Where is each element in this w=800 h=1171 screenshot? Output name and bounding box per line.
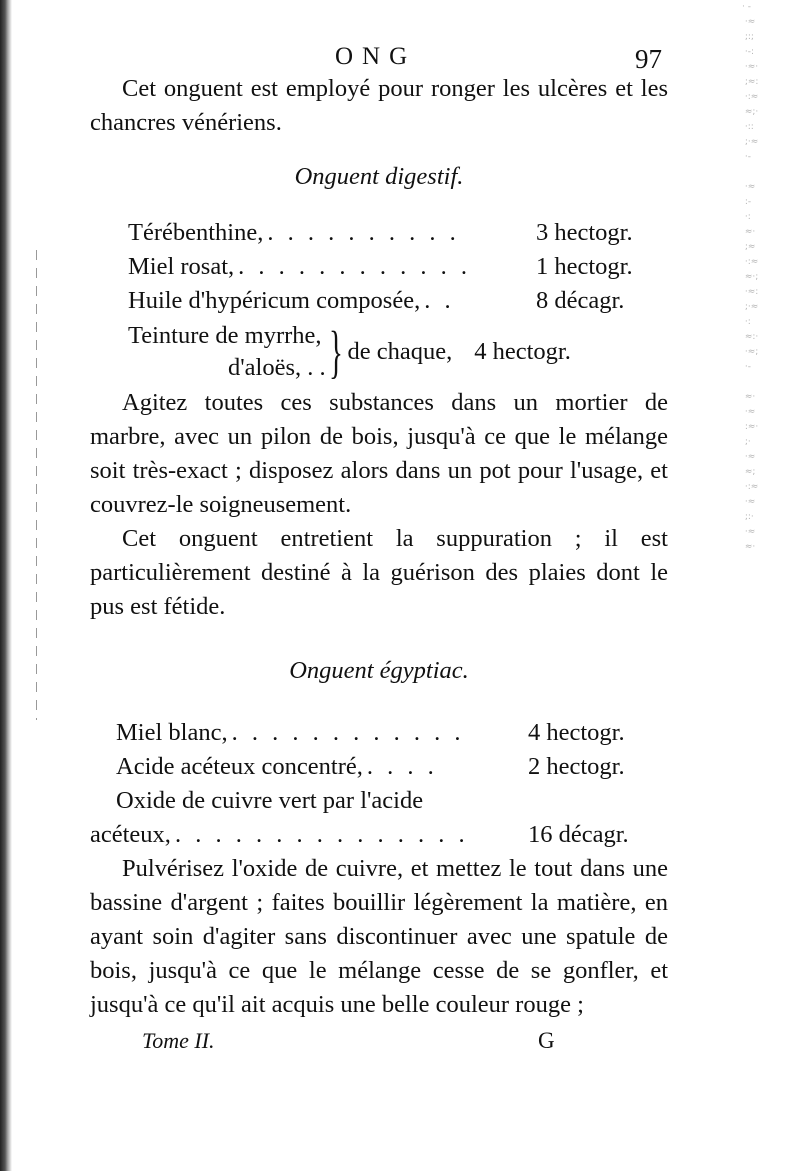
ingredient-quantity: 16 décagr. [528, 821, 629, 848]
section-title-digestif: Onguent digestif. [294, 163, 464, 190]
leader-dots: . . . . . . . . . . . . . . . [174, 821, 469, 848]
body-paragraph: Agitez toutes ces substances dans un mortier de marbre, avec un pilon de bois, jusqu'à ce que le mélange soit très-exact ; disposez alors dans un pot pour l'usage, et couvrez-le soigneusement. [90, 389, 668, 518]
leader-dots: . . . . . . . . . . . . [238, 253, 472, 280]
ingredient-quantity: 3 hectogr. [536, 219, 633, 246]
page-header [90, 36, 668, 72]
recipe-digestif [90, 216, 668, 386]
ingredient-quantity: 8 décagr. [536, 287, 625, 314]
ingredient-name: Acide acéteux concentré, [116, 753, 363, 780]
intro-paragraph: Cet onguent est employé pour ronger les ulcères et les chancres vénériens. [90, 75, 668, 136]
ingredient-name: acéteux, [90, 821, 171, 848]
ingredient-name: d'aloës, . . [228, 354, 326, 381]
leader-dots: . . . . . . . . . . . . [231, 719, 465, 746]
ingredient-name: Miel blanc, [116, 719, 228, 746]
bleed-through-text: · - ·≈ ;:; ·-: ·≈· ;≈: ·:≈ ≈;· ·:: ;·≈ ·- ·≈ :- ·: ≈· ;≈ ·:≈ ≈·; ·≈: ;·≈ ·: ≈:· ·≈; ·- ≈· ·≈ :≈· ;· ·≈ ≈; ·:≈ ·≈ ;:· ·≈ ≈· [742, 2, 759, 552]
ingredient-quantity: 1 hectogr. [536, 253, 633, 280]
ingredient-name: Miel rosat, [128, 253, 235, 280]
ingredient-row [90, 216, 668, 250]
ingredient-row [90, 750, 668, 784]
ingredient-quantity: 4 hectogr. [474, 338, 571, 365]
ingredient-row [90, 716, 668, 750]
ingredient-name: Teinture de myrrhe, [128, 322, 322, 349]
ingredient-row [90, 784, 668, 818]
signature-mark: G [538, 1028, 555, 1053]
ingredient-quantity: 4 hectogr. [528, 719, 625, 746]
volume-label: Tome II. [142, 1028, 215, 1053]
body-paragraph: Cet onguent entretient la suppuration ; il est particulièrement destiné à la guérison des plaies dont le pus est fétide. [90, 525, 668, 620]
body-paragraph: Pulvérisez l'oxide de cuivre, et mettez le tout dans une bassine d'argent ; faites bouillir légèrement la matière, en ayant soin d'agiter sans discontinuer avec une spatule de bois, jusqu'à ce que le mélange cesse de se gonfler, et jusqu'à ce qu'il ait acquis une belle couleur rouge ; [90, 855, 668, 1018]
ingredient-name: Huile d'hypéricum composée, [128, 287, 421, 314]
ingredient-row [90, 284, 668, 318]
leader-dots: . . . . . . . . . . [267, 219, 460, 246]
ingredient-quantity: 2 hectogr. [528, 753, 625, 780]
leader-dots: . . [424, 287, 455, 314]
running-head: ONG [335, 43, 417, 70]
bracket-names [128, 320, 326, 384]
book-page [90, 36, 668, 1058]
each-label: de chaque, [347, 338, 453, 365]
ingredient-name: Térébenthine, [128, 219, 264, 246]
ingredient-row [90, 250, 668, 284]
page-number: 97 [635, 44, 662, 74]
page-footer [90, 1024, 668, 1058]
book-spine-shadow [0, 0, 12, 1171]
bracketed-ingredients [90, 318, 668, 386]
ingredient-row [90, 818, 668, 852]
leader-dots: . . . . [366, 753, 438, 780]
recipe-egyptiac [90, 716, 668, 852]
section-title-egyptiac: Onguent égyptiac. [289, 657, 469, 684]
curly-brace-glyph: } [328, 319, 343, 384]
ingredient-name: Oxide de cuivre vert par l'acide [116, 787, 424, 814]
margin-artifact [36, 250, 37, 720]
